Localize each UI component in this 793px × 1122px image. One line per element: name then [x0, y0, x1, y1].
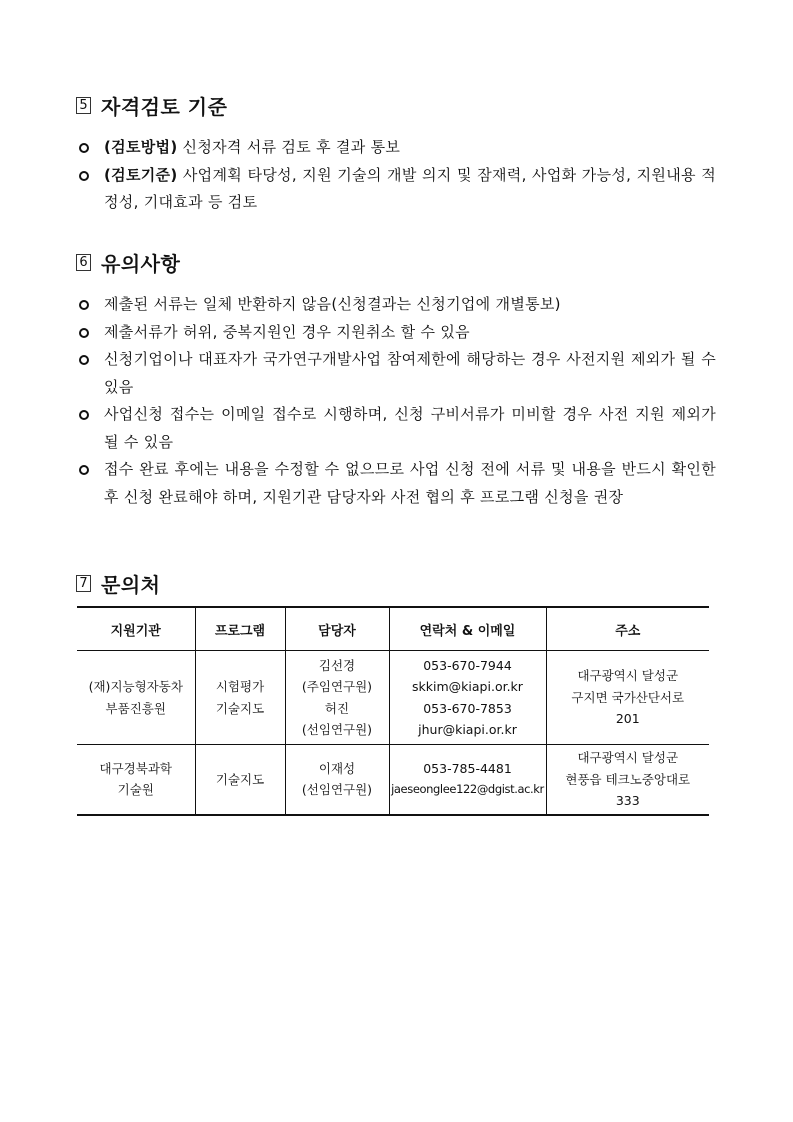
item-label: (검토기준) — [104, 165, 178, 184]
manager-line: 허진 — [324, 700, 350, 716]
address-line: 현풍읍 테크노중앙대로 — [565, 771, 691, 787]
manager-line: 이재성 — [318, 760, 356, 776]
circle-bullet-icon — [79, 465, 89, 475]
item-text: 사업계획 타당성, 지원 기술의 개발 의지 및 잠재력, 사업화 가능성, 지원내용 적정성, 기대효과 등 검토 — [104, 165, 716, 211]
program-cell — [195, 745, 285, 815]
org-cell — [77, 651, 195, 745]
org-line: (재)지능형자동차 — [88, 679, 183, 694]
contact-cell — [389, 745, 546, 815]
org-line: 대구경북과학 — [99, 760, 172, 776]
table-header-row — [77, 607, 709, 651]
table-row — [77, 651, 709, 745]
list-item — [76, 346, 716, 401]
section-title: 자격검토 기준 — [101, 94, 228, 119]
criteria-list — [76, 134, 716, 217]
manager-line: (선임연구원) — [301, 782, 373, 798]
circle-bullet-icon — [79, 171, 89, 181]
list-item — [76, 291, 716, 319]
section-qualification-review — [76, 90, 716, 217]
list-item — [76, 162, 716, 217]
item-text: 신청자격 서류 검토 후 결과 통보 — [177, 138, 401, 156]
email-text: skkim@kiapi.or.kr — [412, 679, 523, 694]
program-line: 기술지도 — [215, 700, 265, 716]
header-program: 프로그램 — [195, 607, 285, 651]
list-item — [76, 319, 716, 347]
phone-text: 053-670-7944 — [423, 657, 512, 673]
circle-bullet-icon — [79, 410, 89, 420]
section-heading — [76, 90, 716, 120]
manager-cell — [285, 651, 389, 745]
section-heading — [76, 568, 716, 598]
header-contact: 연락처 & 이메일 — [389, 607, 546, 651]
contact-cell — [389, 651, 546, 745]
program-line: 시험평가 — [215, 679, 265, 694]
circle-bullet-icon — [79, 300, 89, 310]
address-cell — [546, 745, 709, 815]
section-heading — [76, 247, 716, 277]
manager-line: 김선경 — [318, 657, 356, 673]
section-contacts — [76, 568, 716, 598]
notes-list — [76, 291, 716, 511]
address-line: 구지면 국가산단서로 — [571, 689, 685, 705]
address-cell — [546, 651, 709, 745]
section-notes — [76, 247, 716, 511]
item-text: 사업신청 접수는 이메일 접수로 시행하며, 신청 구비서류가 미비할 경우 사전 지원 제외가 될 수 있음 — [104, 405, 716, 451]
header-address: 주소 — [546, 607, 709, 651]
email-text: jaeseonglee122@dgist.ac.kr — [391, 782, 544, 797]
org-line: 기술원 — [117, 782, 154, 798]
header-manager: 담당자 — [285, 607, 389, 651]
program-cell — [195, 651, 285, 745]
section-title: 문의처 — [101, 572, 161, 597]
address-line: 대구광역시 달성군 — [577, 750, 679, 765]
list-item — [76, 401, 716, 456]
manager-cell — [285, 745, 389, 815]
org-line: 부품진흥원 — [105, 700, 166, 716]
list-item — [76, 134, 716, 162]
item-text: 신청기업이나 대표자가 국가연구개발사업 참여제한에 해당하는 경우 사전지원 제외가 될 수 있음 — [104, 350, 716, 396]
email-text: jhur@kiapi.or.kr — [418, 722, 517, 737]
circle-bullet-icon — [79, 143, 89, 153]
item-text: 제출된 서류는 일체 반환하지 않음(신청결과는 신청기업에 개별통보) — [104, 295, 561, 313]
section-title: 유의사항 — [101, 251, 181, 276]
list-item — [76, 456, 716, 511]
manager-line: (선임연구원) — [301, 722, 373, 737]
item-text: 접수 완료 후에는 내용을 수정할 수 없으므로 사업 신청 전에 서류 및 내용을 반드시 확인한 후 신청 완료해야 하며, 지원기관 담당자와 사전 협의 후 프로그램 신청을 권장 — [104, 460, 716, 506]
address-line: 201 — [615, 711, 640, 727]
header-org: 지원기관 — [77, 607, 195, 651]
circle-bullet-icon — [79, 328, 89, 338]
table-row — [77, 745, 709, 815]
circle-bullet-icon — [79, 355, 89, 365]
section-number: 7 — [76, 575, 91, 592]
phone-text: 053-670-7853 — [423, 700, 512, 716]
item-text: 제출서류가 허위, 중복지원인 경우 지원취소 할 수 있음 — [104, 322, 470, 341]
section-number: 5 — [76, 97, 91, 114]
contacts-table — [77, 606, 709, 816]
address-line: 333 — [615, 793, 640, 808]
item-label: (검토방법) — [104, 138, 178, 156]
manager-line: (주임연구원) — [301, 679, 373, 694]
program-line: 기술지도 — [215, 771, 265, 787]
address-line: 대구광역시 달성군 — [577, 668, 679, 684]
phone-text: 053-785-4481 — [423, 760, 512, 776]
org-cell — [77, 745, 195, 815]
section-number: 6 — [76, 254, 91, 271]
